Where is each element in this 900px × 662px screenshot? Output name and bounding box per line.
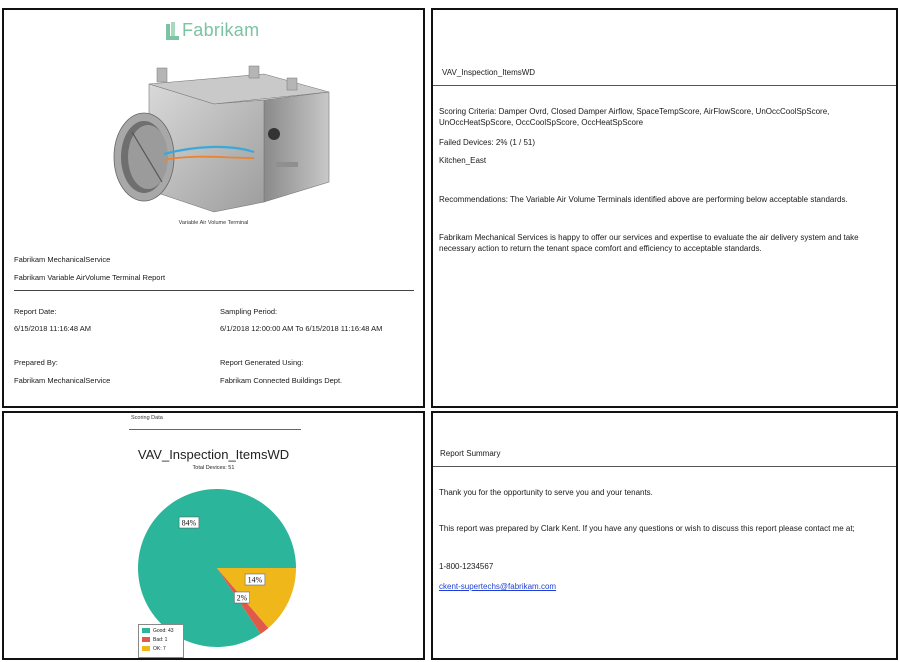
legend-swatch-bad — [142, 637, 150, 642]
scoring-criteria: Scoring Criteria: Damper Ovrd, Closed Damper Airflow, SpaceTempScore, AirFlowScore, UnOccCoolSpScore, UnOccHeatSpScore, OccCoolSpScore, OccHeatSpScore — [439, 107, 830, 127]
chart-title: VAV_Inspection_ItemsWD — [137, 447, 290, 462]
slice-label-bad — [234, 592, 249, 603]
scoring-data-label: Scoring Data — [131, 415, 163, 421]
company-name: Fabrikam MechanicalService — [14, 255, 111, 264]
legend-item-ok — [142, 645, 166, 653]
summary-divider — [433, 466, 896, 467]
svg-text:84%: 84% — [181, 518, 197, 528]
prepared-by-label: Prepared By: — [14, 358, 58, 367]
svg-text:2%: 2% — [236, 593, 248, 603]
summary-title: Report Summary — [440, 449, 501, 458]
scoring-page — [2, 411, 425, 660]
slice-label-ok — [245, 574, 265, 585]
vav-terminal-image — [104, 62, 334, 222]
summary-phone: 1-800-1234567 — [439, 562, 494, 571]
report-date-value: 6/15/2018 11:16:48 AM — [14, 324, 92, 333]
report-date-label: Report Date: — [14, 307, 57, 316]
summary-page — [431, 411, 898, 660]
image-caption: Variable Air Volume Terminal — [178, 220, 249, 226]
logo-text: Fabrikam — [182, 20, 260, 40]
generated-using-label: Report Generated Using: — [220, 358, 304, 367]
svg-text:14%: 14% — [247, 575, 263, 585]
inspection-divider — [433, 85, 896, 86]
legend-item-bad — [142, 636, 167, 644]
sampling-period-value: 6/1/2018 12:00:00 AM To 6/15/2018 11:16:48 AM — [220, 324, 383, 333]
sampling-period-label: Sampling Period: — [220, 307, 278, 316]
service-offer: Fabrikam Mechanical Services is happy to offer our services and expertise to evaluate the air delivery system and take necessary action to return the tenant space comfort and efficiency to acceptable standards. — [439, 233, 859, 253]
chart-subtitle: Total Devices: 51 — [192, 465, 235, 471]
failed-devices: Failed Devices: 2% (1 / 51) — [439, 138, 536, 147]
recommendations: Recommendations: The Variable Air Volume Terminals identified above are performing below acceptable standards. — [439, 195, 848, 204]
scoring-data-divider — [129, 429, 301, 430]
legend-label-ok: OK: 7 — [153, 646, 166, 652]
legend-label-good: Good: 43 — [153, 628, 174, 634]
cover-divider — [14, 290, 414, 291]
inspection-page — [431, 8, 898, 408]
cover-page — [2, 8, 425, 408]
legend-swatch-ok — [142, 646, 150, 651]
email-link[interactable]: ckent-supertechs@fabrikam.com — [439, 582, 557, 591]
slice-label-good — [179, 517, 199, 528]
chart-legend — [138, 624, 184, 658]
prepared-by-value: Fabrikam MechanicalService — [14, 376, 111, 385]
legend-item-good — [142, 627, 174, 635]
legend-swatch-good — [142, 628, 150, 633]
report-title: Fabrikam Variable AirVolume Terminal Report — [14, 273, 166, 282]
inspection-title: VAV_Inspection_ItemsWD — [442, 68, 536, 77]
failed-device-name: Kitchen_East — [439, 156, 487, 165]
generated-using-value: Fabrikam Connected Buildings Dept. — [220, 376, 343, 385]
logo-mark-icon — [166, 22, 180, 40]
legend-label-bad: Bad: 1 — [153, 637, 168, 643]
summary-prepared: This report was prepared by Clark Kent. If you have any questions or wish to discuss this report please contact me at; — [439, 524, 855, 533]
summary-email-row — [439, 581, 891, 592]
summary-thanks: Thank you for the opportunity to serve you and your tenants. — [439, 488, 653, 497]
fabrikam-logo — [166, 18, 276, 46]
